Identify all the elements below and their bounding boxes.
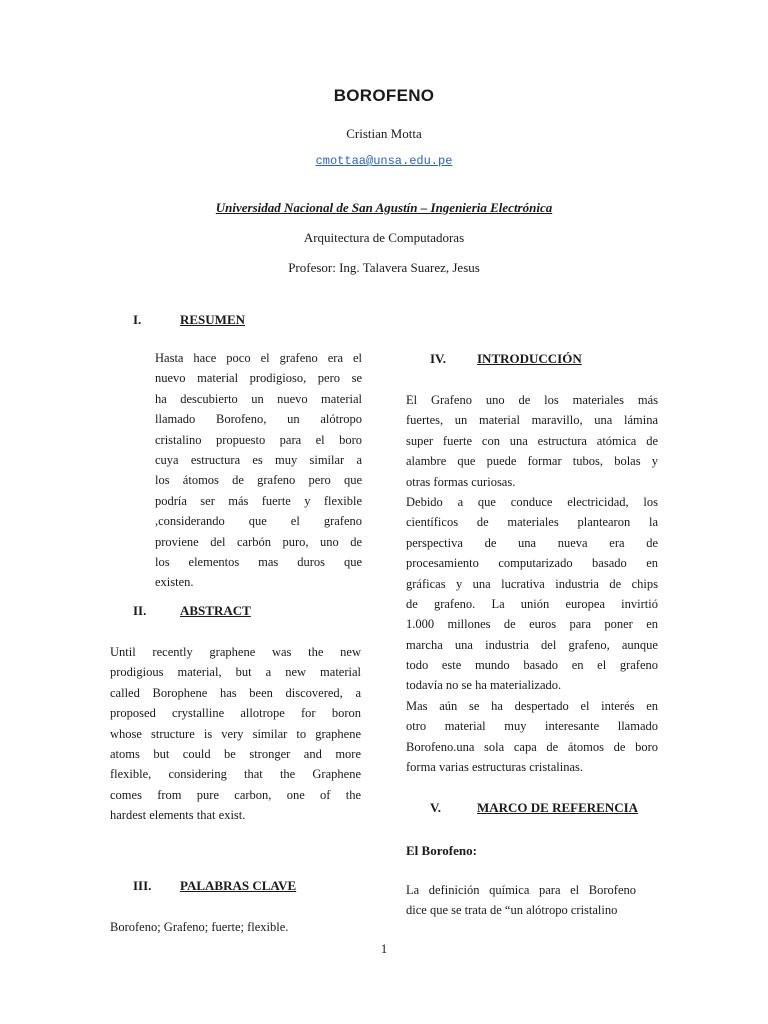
resumen-paragraph xyxy=(155,348,362,593)
author-email-link[interactable]: cmottaa@unsa.edu.pe xyxy=(315,154,453,168)
paragraph-line: La definición química para el Borofeno xyxy=(406,883,636,897)
paragraph-line: todo este mundo basado en el grafeno xyxy=(406,658,658,673)
paper-title: BOROFENO xyxy=(333,86,435,105)
marco-subheading: El Borofeno: xyxy=(406,843,477,858)
paragraph-line: los átomos de grafeno pero que xyxy=(155,473,362,488)
keywords-text: Borofeno; Grafeno; fuerte; flexible. xyxy=(110,920,289,934)
paragraph-line: hardest elements that exist. xyxy=(110,808,246,823)
paragraph-line: científicos de materiales plantearon la xyxy=(406,515,658,530)
section-number: II. xyxy=(133,603,147,618)
paragraph-line: cristalino propuesto para el boro xyxy=(155,432,362,447)
paragraph-line: Debido a que conduce electricidad, los xyxy=(406,494,658,509)
introduccion-paragraph xyxy=(406,390,658,777)
paragraph-line: forma varias estructuras cristalinas. xyxy=(406,760,584,775)
paragraph-line: Borofeno.una sola capa de átomos de boro xyxy=(406,739,658,754)
section-label: ABSTRACT xyxy=(180,603,251,618)
paragraph-line: prodigious material, but a new material xyxy=(110,665,361,680)
paragraph-line: otras formas curiosas. xyxy=(406,474,516,489)
paragraph-line: atoms but could be stronger and more xyxy=(110,746,361,761)
paragraph-line: otro material muy interesante llamado xyxy=(406,719,658,734)
paragraph-line: marcha una industria del grafeno, aunque xyxy=(406,637,658,652)
section-heading-marco xyxy=(430,800,660,820)
paragraph-line: los elementos mas duros que xyxy=(155,554,362,569)
paragraph-line: flexible, considering that the Graphene xyxy=(110,767,361,782)
paragraph-line: llamado Borofeno, un alótropo xyxy=(155,412,362,427)
section-number: III. xyxy=(133,878,152,893)
paragraph-line: super fuerte con una estructura atómica de xyxy=(406,433,658,448)
paragraph-line: alambre que puede formar tubos, bolas y xyxy=(406,454,658,469)
paragraph-line: Until recently graphene was the new xyxy=(110,645,361,659)
section-label: RESUMEN xyxy=(180,312,246,327)
paragraph-line: proviene del carbón puro, uno de xyxy=(155,534,362,549)
section-label: MARCO DE REFERENCIA xyxy=(477,800,639,815)
section-number: IV. xyxy=(430,351,447,366)
section-label: INTRODUCCIÓN xyxy=(477,351,582,366)
course-name: Arquitectura de Computadoras xyxy=(303,230,465,245)
paragraph-line: existen. xyxy=(155,575,194,590)
paragraph-line: perspectiva de una nueva era de xyxy=(406,535,658,550)
section-heading-palabras-clave xyxy=(133,878,353,898)
section-number: I. xyxy=(133,312,142,327)
paragraph-line: Hasta hace poco el grafeno era el xyxy=(155,351,362,365)
paragraph-line: gráficas y una lucrativa industria de chips xyxy=(406,576,658,591)
paragraph-line: comes from pure carbon, one of the xyxy=(110,787,361,802)
section-heading-introduccion xyxy=(430,351,630,371)
paragraph-line: podría ser más fuerte y flexible xyxy=(155,493,362,508)
paragraph-line: El Grafeno uno de los materiales más xyxy=(406,393,658,407)
author-email-wrap xyxy=(0,152,768,168)
section-heading-resumen xyxy=(133,312,333,332)
section-number: V. xyxy=(430,800,441,815)
paragraph-line: procesamiento computarizado basado en xyxy=(406,556,658,571)
university-name: Universidad Nacional de San Agustín – Ingenieria Electrónica xyxy=(215,200,553,215)
page-number: 1 xyxy=(380,941,388,956)
section-heading-abstract xyxy=(133,603,333,623)
paragraph-line: de grafeno. La unión europea invirtió xyxy=(406,596,658,611)
paragraph-line: proposed crystalline allotrope for boron xyxy=(110,706,361,721)
paragraph-line: cuya estructura es muy similar a xyxy=(155,452,362,467)
author-name: Cristian Motta xyxy=(346,126,422,141)
paragraph-line: ,considerando que el grafeno xyxy=(155,514,362,529)
paragraph-line: Mas aún se ha despertado el interés en xyxy=(406,698,658,713)
paragraph-line: nuevo material prodigioso, pero se xyxy=(155,371,362,386)
abstract-paragraph xyxy=(110,642,361,826)
paragraph-line: dice que se trata de “un alótropo cristalino xyxy=(406,903,618,918)
marco-paragraph xyxy=(406,880,636,921)
university-wrap xyxy=(0,200,768,216)
section-label: PALABRAS CLAVE xyxy=(180,878,297,893)
paragraph-line: ha descubierto un nuevo material xyxy=(155,391,362,406)
paragraph-line: 1.000 millones de euros para poner en xyxy=(406,617,658,632)
paragraph-line: called Borophene has been discovered, a xyxy=(110,685,361,700)
paragraph-line: fuertes, un material maravillo, una lámina xyxy=(406,413,658,428)
professor-name: Profesor: Ing. Talavera Suarez, Jesus xyxy=(288,260,480,275)
paragraph-line: todavía no se ha materializado. xyxy=(406,678,562,693)
paragraph-line: whose structure is very similar to graphene xyxy=(110,726,361,741)
